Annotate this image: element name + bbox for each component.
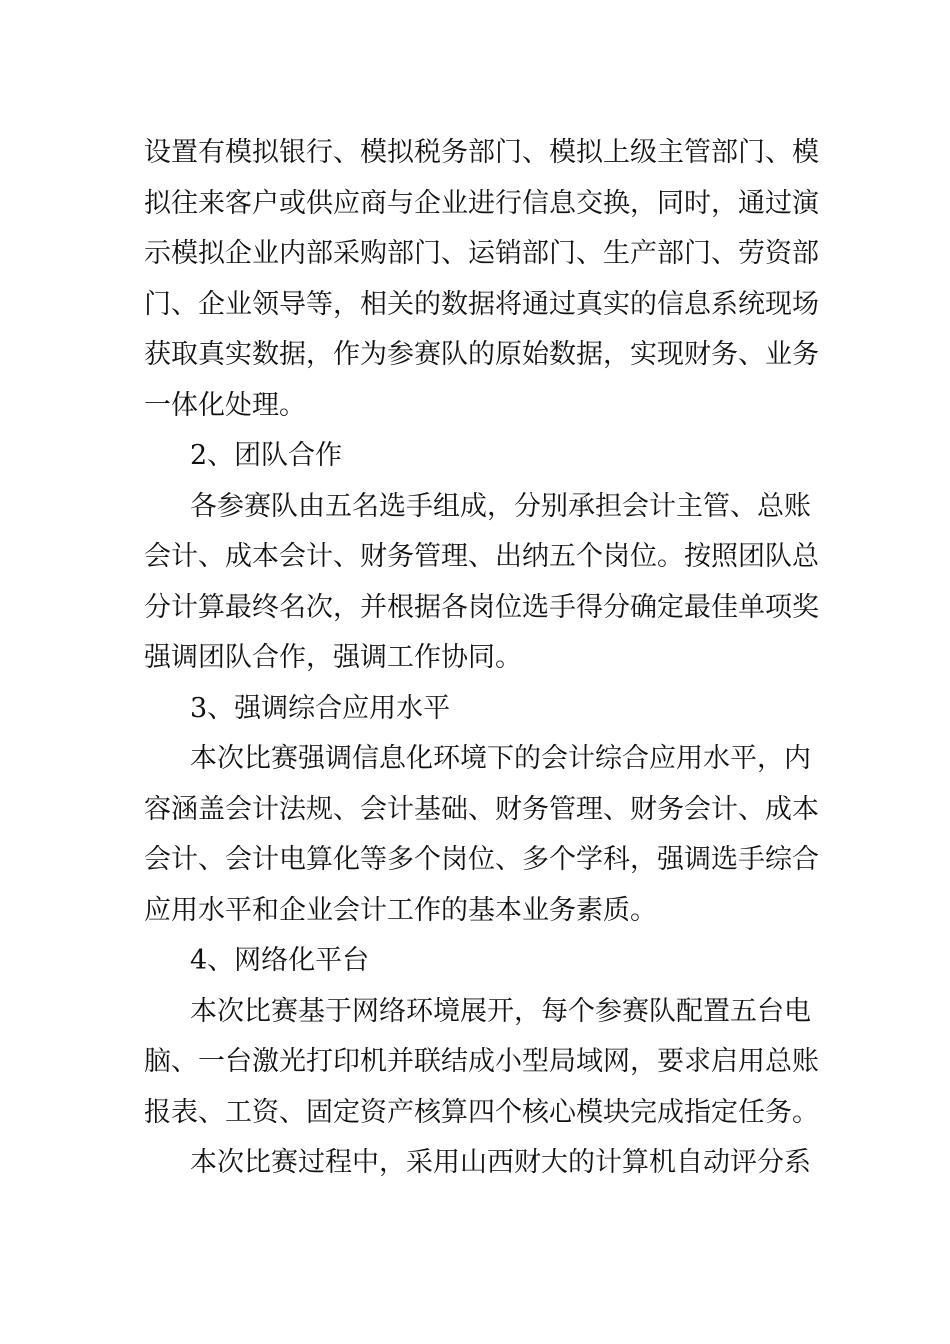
section-heading: 4、网络化平台 (190, 945, 370, 976)
text-line: 脑、一台激光打印机并联结成小型局域网，要求启用总账 (144, 1046, 819, 1077)
text-line: 设置有模拟银行、模拟税务部门、模拟上级主管部门、模 (144, 137, 819, 168)
section-heading: 3、强调综合应用水平 (190, 692, 451, 724)
text-line: 会计、会计电算化等多个岗位、多个学科，强调选手综合 (144, 844, 819, 875)
text-line: 强调团队合作，强调工作协同。 (144, 642, 522, 673)
text-line: 应用水平和企业会计工作的基本业务素质。 (144, 894, 657, 926)
text-line: 一体化处理。 (144, 389, 306, 421)
text-line: 容涵盖会计法规、会计基础、财务管理、财务会计、成本 (144, 793, 819, 825)
text-line: 会计、成本会计、财务管理、出纳五个岗位。按照团队总 (144, 541, 819, 572)
text-line: 分计算最终名次，并根据各岗位选手得分确定最佳单项奖 (144, 591, 819, 623)
text-line: 获取真实数据，作为参赛队的原始数据，实现财务、业务 (144, 339, 819, 370)
text-line: 拟往来客户或供应商与企业进行信息交换，同时，通过演 (144, 187, 819, 219)
text-line: 各参赛队由五名选手组成，分别承担会计主管、总账 (190, 490, 811, 522)
text-line: 本次比赛强调信息化环境下的会计综合应用水平，内 (190, 743, 811, 774)
document-body (144, 128, 819, 1189)
text-line: 本次比赛过程中，采用山西财大的计算机自动评分系 (190, 1147, 811, 1178)
text-line: 示模拟企业内部采购部门、运销部门、生产部门、劳资部 (144, 238, 819, 269)
section-heading: 2、团队合作 (190, 440, 343, 471)
text-line: 报表、工资、固定资产核算四个核心模块完成指定任务。 (144, 1096, 819, 1128)
text-line: 门、企业领导等，相关的数据将通过真实的信息系统现场 (144, 288, 819, 320)
text-line: 本次比赛基于网络环境展开，每个参赛队配置五台电 (190, 995, 811, 1027)
